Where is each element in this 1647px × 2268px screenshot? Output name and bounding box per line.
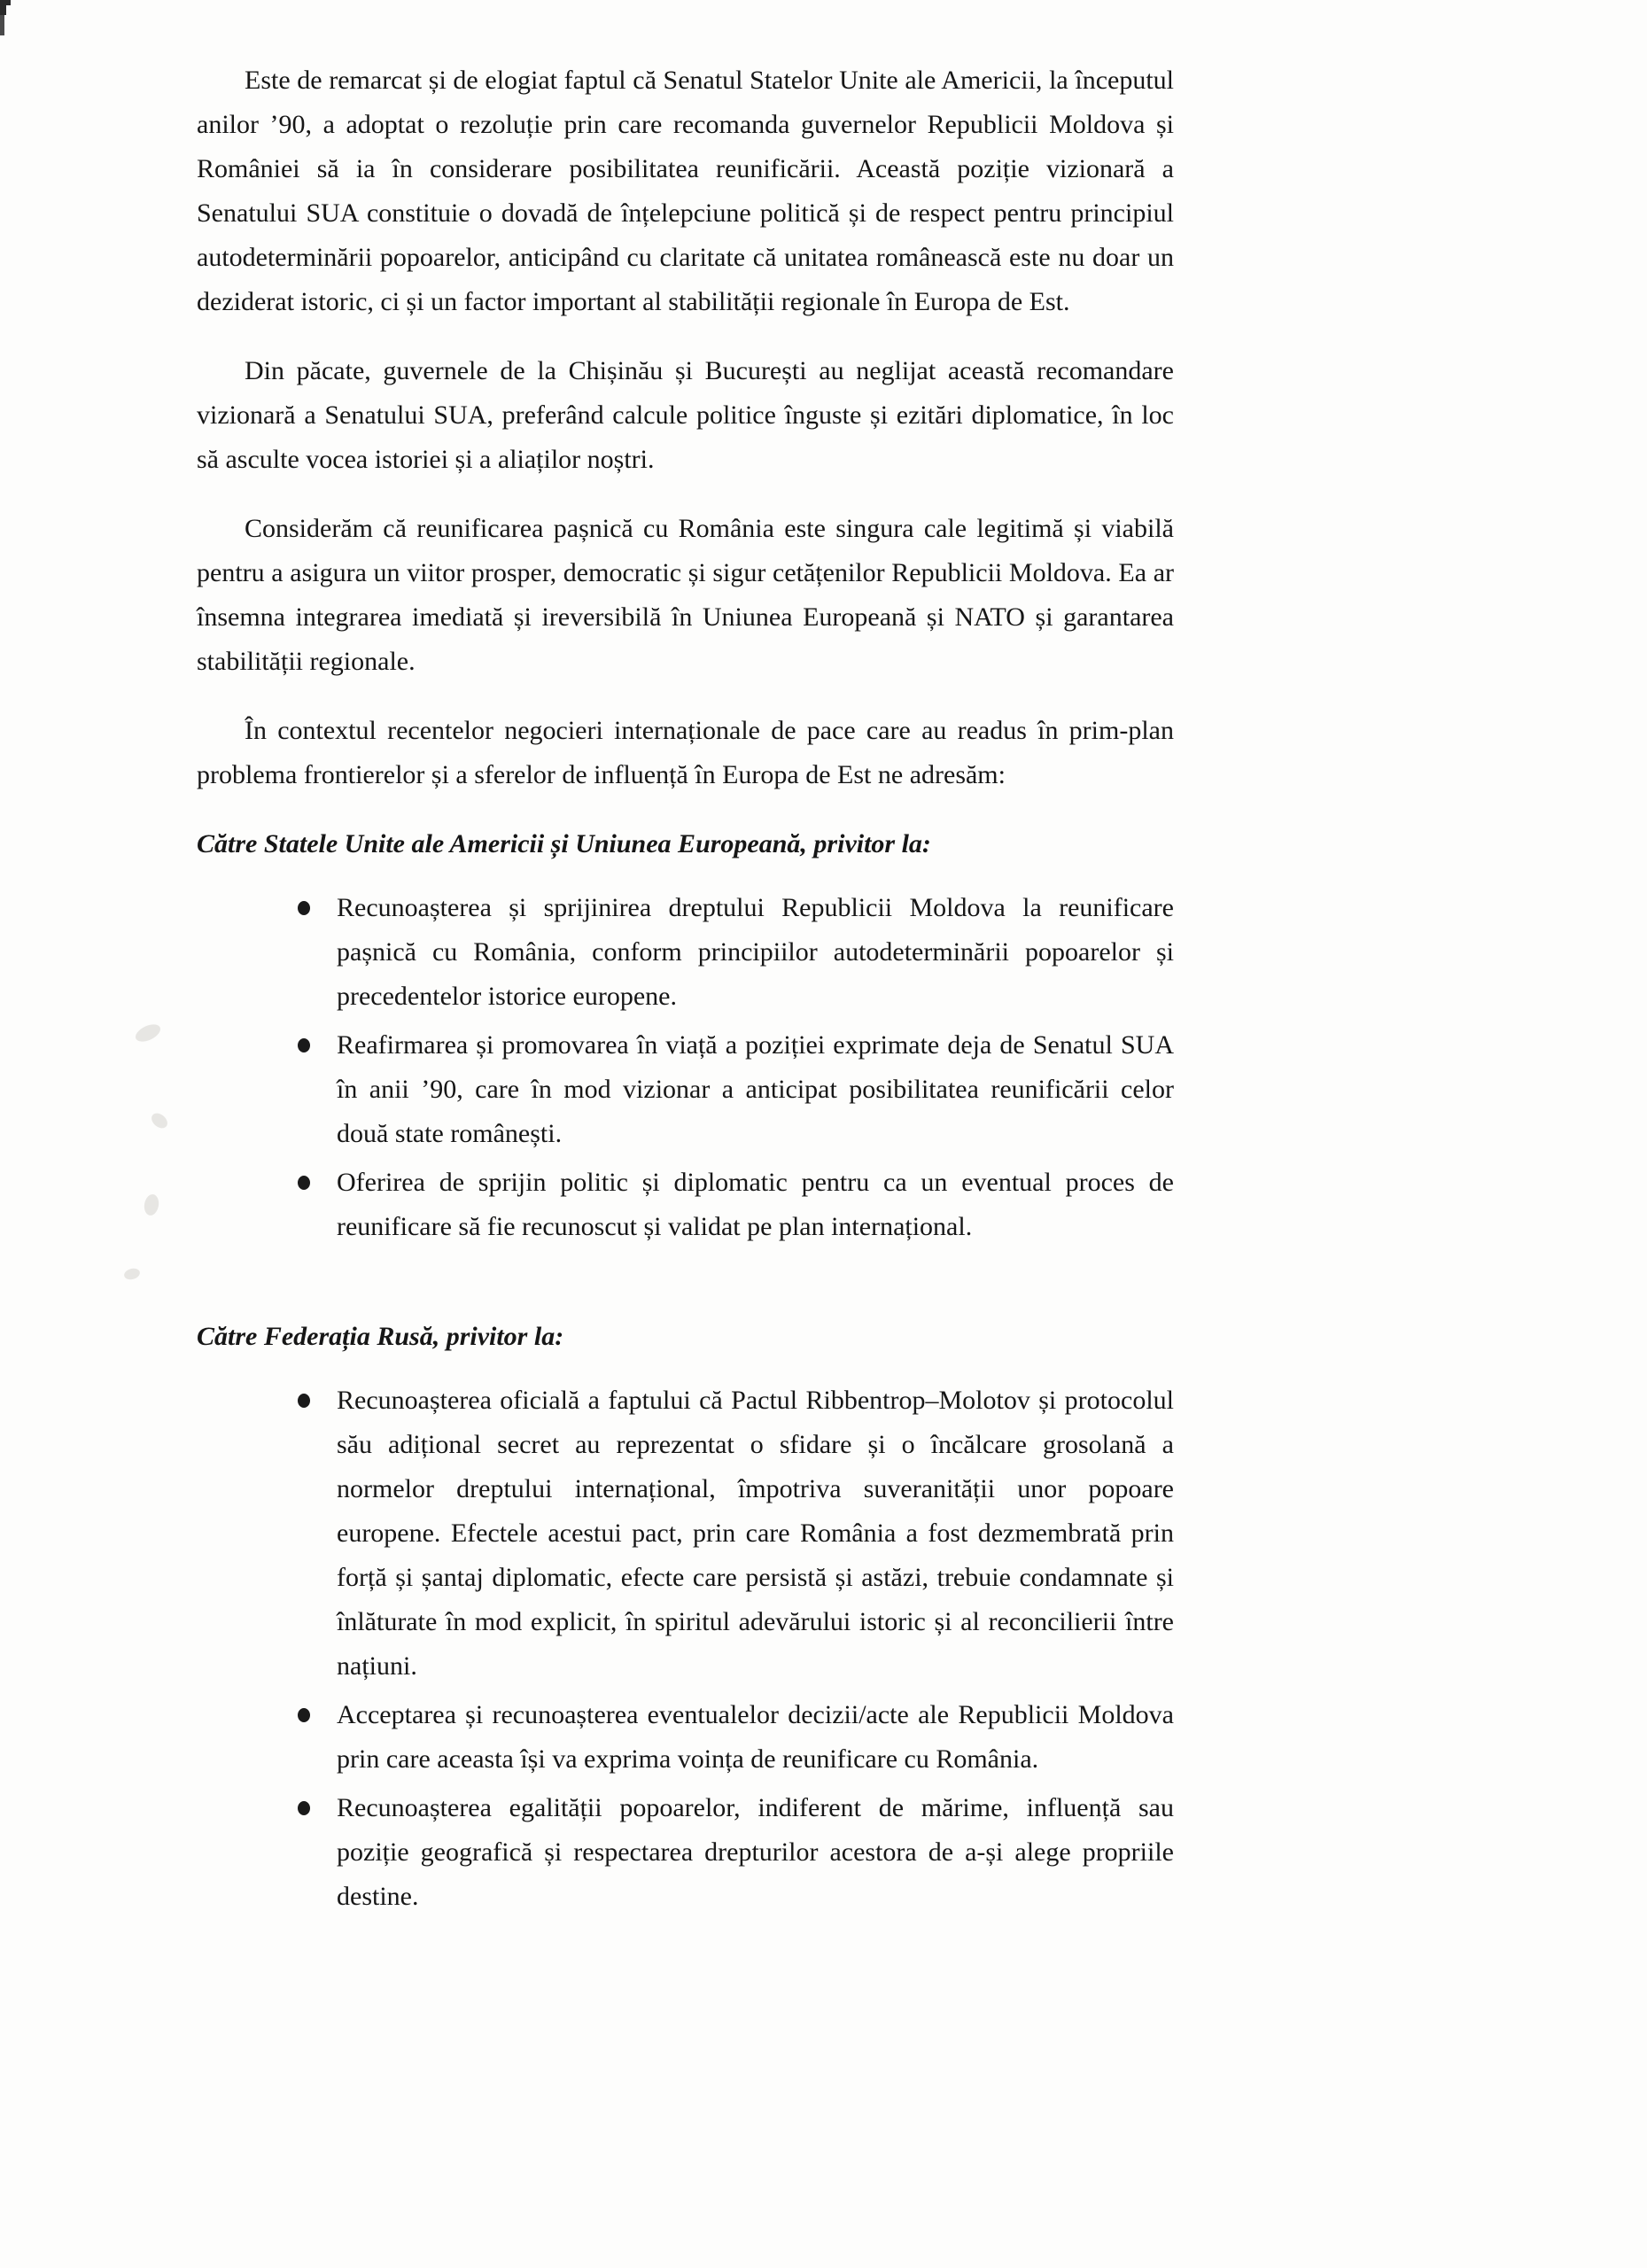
bullet-item-reaffirm-senate-position: Reafirmarea și promovarea în viață a poziției exprimate deja de Senatul SUA în anii ’90, care în mod vizionar a anticipat posibilitatea reunificării celor două state românești. [337,1023,1174,1156]
bullet-item-equality-of-peoples: Recunoașterea egalității popoarelor, indiferent de mărime, influență sau poziție geografică și respectarea drepturilor acestora de a-și alege propriile destine. [337,1786,1174,1919]
scan-smudge [143,1193,160,1216]
paragraph-context-address: În contextul recentelor negocieri internaționale de pace care au readus în prim-plan problema frontierelor și a sferelor de influență în Europa de Est ne adresăm: [197,716,1174,789]
bullet-item-accept-moldova-decisions: Acceptarea și recunoașterea eventualelor decizii/acte ale Republicii Moldova prin care aceasta își va exprima voința de reunificare cu România. [337,1693,1174,1782]
bullet-list-us-eu [197,886,1174,1249]
paragraph-us-senate-resolution: Este de remarcat și de elogiat faptul că Senatul Statelor Unite ale Americii, la începutul anilor ’90, a adoptat o rezoluție prin care recomanda guvernelor Republicii Moldova și României să ia în considerare posibilitatea reunificării. Această poziție vizionară a Senatului SUA constituie o dovadă de înțelepciune politică și de respect pentru principiul autodeterminării popoarelor, anticipând cu claritate că unitatea românească este nu doar un deziderat istoric, ci și un factor important al stabilității regionale în Europa de Est. [197,66,1174,316]
scan-smudge [149,1110,170,1131]
bullet-item-political-diplomatic-support: Oferirea de sprijin politic și diplomatic pentru ca un eventual proces de reunificare să fie recunoscut și validat pe plan internațional. [337,1161,1174,1249]
paragraph-reunification-position: Considerăm că reunificarea pașnică cu România este singura cale legitimă și viabilă pentru a asigura un viitor prosper, democratic și sigur cetățenilor Republicii Moldova. Ea ar însemna integrarea imediată și ireversibilă în Uniunea Europeană și NATO și garantarea stabilității regionale. [197,514,1174,676]
bullet-item-recognition-right: Recunoașterea și sprijinirea dreptului Republicii Moldova la reunificare pașnică cu România, conform principiilor autodeterminării popoarelor și precedentelor istorice europene. [337,886,1174,1019]
section-heading-us-eu: Către Statele Unite ale Americii și Uniunea Europeană, privitor la: [197,829,931,858]
paragraph-governments-neglect: Din păcate, guvernele de la Chișinău și București au neglijat această recomandare vizionară a Senatului SUA, preferând calcule politice înguste și ezitări diplomatice, în loc să asculte vocea istoriei și a aliaților noștri. [197,356,1174,474]
scan-smudge [123,1267,141,1281]
scan-smudge [133,1021,163,1045]
section-heading-russia: Către Federația Rusă, privitor la: [197,1322,564,1351]
scan-artifact-corner-blob [0,0,6,15]
document-text-block [197,58,1174,1944]
bullet-list-russia [197,1379,1174,1919]
bullet-item-ribbentrop-molotov-pact: Recunoașterea oficială a faptului că Pactul Ribbentrop–Molotov și protocolul său adițional secret au reprezentat o sfidare și o încălcare grosolană a normelor dreptului internațional, împotriva suveranității unor popoare europene. Efectele acestui pact, prin care România a fost dezmembrată prin forță și șantaj diplomatic, efecte care persistă și astăzi, trebuie condamnate și înlăturate în mod explicit, în spiritul adevărului istoric și al reconcilierii între națiuni. [337,1379,1174,1689]
